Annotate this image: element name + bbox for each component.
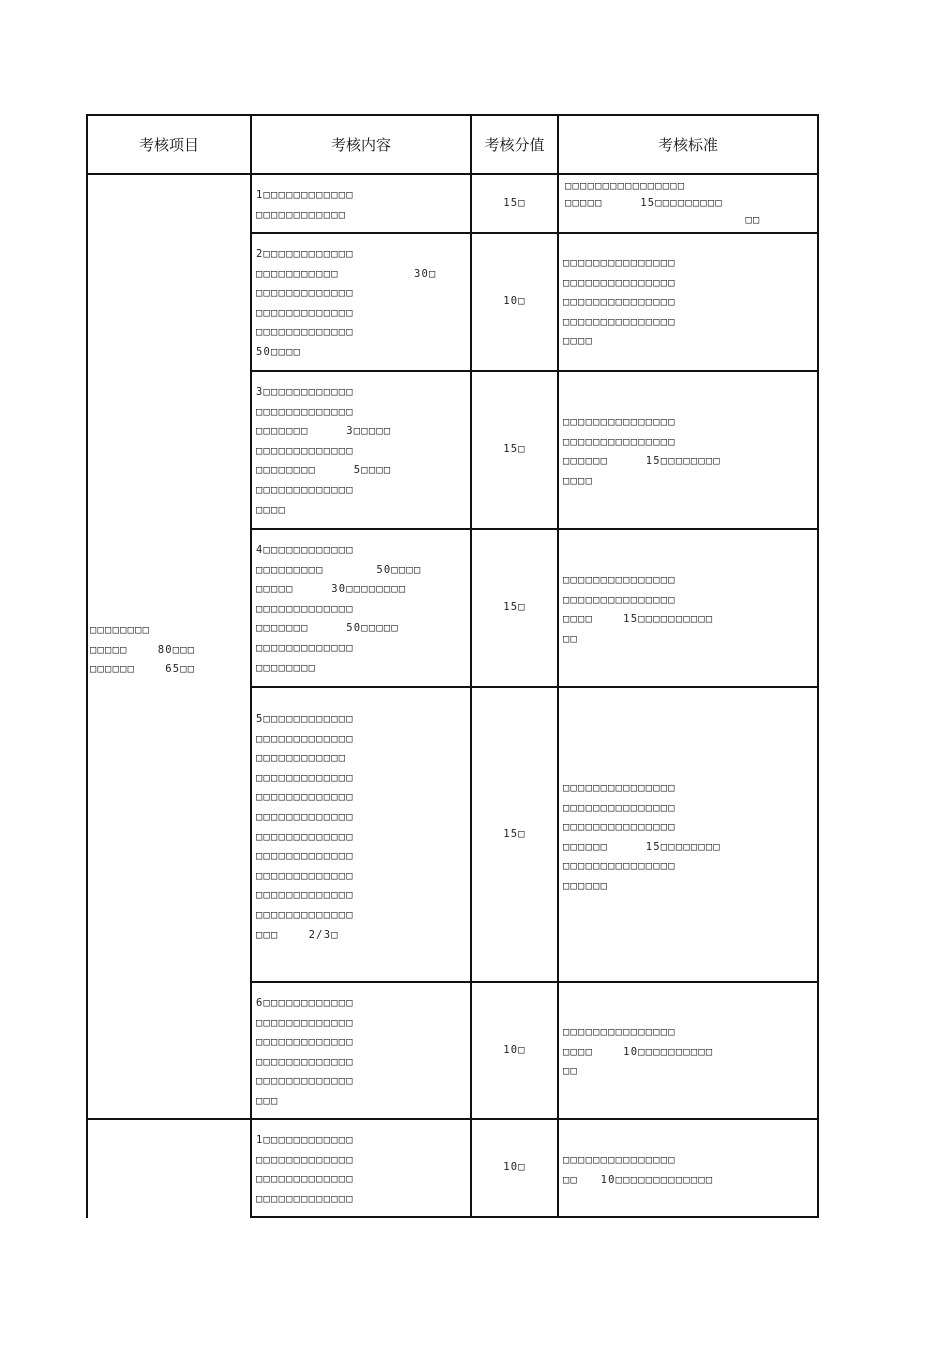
standard-cell: [557, 686, 819, 983]
score-cell: [470, 232, 559, 372]
score-cell: [470, 981, 559, 1120]
score-cell: [470, 686, 559, 983]
project-cell: [86, 173, 252, 1120]
header-standard: [557, 114, 819, 175]
score-text: 15□: [503, 827, 526, 840]
header-project-label: 考核项目: [138, 136, 199, 154]
score-cell: [470, 528, 559, 688]
standard-cell: [557, 370, 819, 530]
standard-text: □□□□□□□□□□□□□□□ □□□□□□□□□□□□□□□ □□□□ 15□□□□□□□□□□ □□: [563, 574, 714, 645]
assessment-table: [86, 114, 819, 1218]
score-text: 15□: [503, 196, 526, 209]
content-text: 4□□□□□□□□□□□□ □□□□□□□□□ 50□□□□ □□□□□ 30□□□□□□□□ □□□□□□□□□□□□□ □□□□□□□ 50□□□□□ □□□□□□□□□□□□□ □□□□□□□□: [256, 544, 422, 674]
standard-text: □□□□□□□□□□□□□□□ □□ 10□□□□□□□□□□□□□: [563, 1154, 714, 1186]
content-cell: [250, 173, 472, 234]
content-text: 5□□□□□□□□□□□□ □□□□□□□□□□□□□ □□□□□□□□□□□□ □□□□□□□□□□□□□ □□□□□□□□□□□□□ □□□□□□□□□□□□□ □□□□□□□□□□□□□ □□□□□□□□□□□□□ □□□□□□□□□□□□□ □□□□□□□□□□□□□ □□□□□□□□□□□□□ □□□ 2/3□: [256, 713, 354, 941]
standard-text: □□□□□□□□□□□□□□□ □□□□□□□□□□□□□□□ □□□□□□ 15□□□□□□□□ □□□□: [563, 416, 721, 487]
standard-cell: [557, 981, 819, 1120]
header-content-label: 考核内容: [330, 136, 391, 154]
score-text: 10□: [503, 1043, 526, 1056]
content-cell: [250, 1118, 472, 1218]
content-text: 1□□□□□□□□□□□□ □□□□□□□□□□□□□ □□□□□□□□□□□□□ □□□□□□□□□□□□□: [256, 1134, 354, 1205]
score-text: 10□: [503, 1161, 526, 1174]
standard-text: □□□□□□□□□□□□□□□ □□□□□□□□□□□□□□□ □□□□□□□□□□□□□□□ □□□□□□□□□□□□□□□ □□□□: [563, 257, 676, 348]
score-text: 15□: [503, 601, 526, 614]
header-score: [470, 114, 559, 175]
content-cell: [250, 232, 472, 372]
content-text: 6□□□□□□□□□□□□ □□□□□□□□□□□□□ □□□□□□□□□□□□□ □□□□□□□□□□□□□ □□□□□□□□□□□□□ □□□: [256, 997, 354, 1107]
header-score-label: 考核分值: [484, 136, 545, 154]
content-cell: [250, 981, 472, 1120]
project-text: □□□□□□□□ □□□□□ 80□□□ □□□□□□ 65□□: [90, 624, 196, 676]
project-cell: [86, 1118, 252, 1218]
header-standard-label: 考核标准: [657, 136, 718, 154]
standard-text: □□□□□□□□□□□□□□□ □□□□□□□□□□□□□□□ □□□□□□□□□□□□□□□ □□□□□□ 15□□□□□□□□ □□□□□□□□□□□□□□□ □□□□□□: [563, 782, 721, 892]
score-cell: [470, 173, 559, 234]
standard-text: □□□□□□□□□□□□□□□ □□□□ 10□□□□□□□□□□ □□: [563, 1026, 714, 1078]
standard-cell: [557, 1118, 819, 1218]
standard-cell: [557, 232, 819, 372]
standard-cell: [557, 528, 819, 688]
content-text: 2□□□□□□□□□□□□ □□□□□□□□□□□ 30□ □□□□□□□□□□□□□ □□□□□□□□□□□□□ □□□□□□□□□□□□□ 50□□□□: [256, 248, 437, 358]
standard-cell: [557, 173, 819, 234]
score-text: 10□: [503, 295, 526, 308]
header-content: [250, 114, 472, 175]
standard-text: □□□□□□□□□□□□□□□□ □□□□□ 15□□□□□□□□□ □□: [565, 180, 761, 226]
content-text: 1□□□□□□□□□□□□ □□□□□□□□□□□□: [256, 189, 354, 221]
header-project: [86, 114, 252, 175]
content-cell: [250, 686, 472, 983]
content-cell: [250, 370, 472, 530]
assessment-sheet: [86, 114, 819, 1218]
content-cell: [250, 528, 472, 688]
score-cell: [470, 1118, 559, 1218]
score-text: 15□: [503, 443, 526, 456]
content-text: 3□□□□□□□□□□□□ □□□□□□□□□□□□□ □□□□□□□ 3□□□□□ □□□□□□□□□□□□□ □□□□□□□□ 5□□□□ □□□□□□□□□□□□□ □□□□: [256, 386, 392, 516]
score-cell: [470, 370, 559, 530]
